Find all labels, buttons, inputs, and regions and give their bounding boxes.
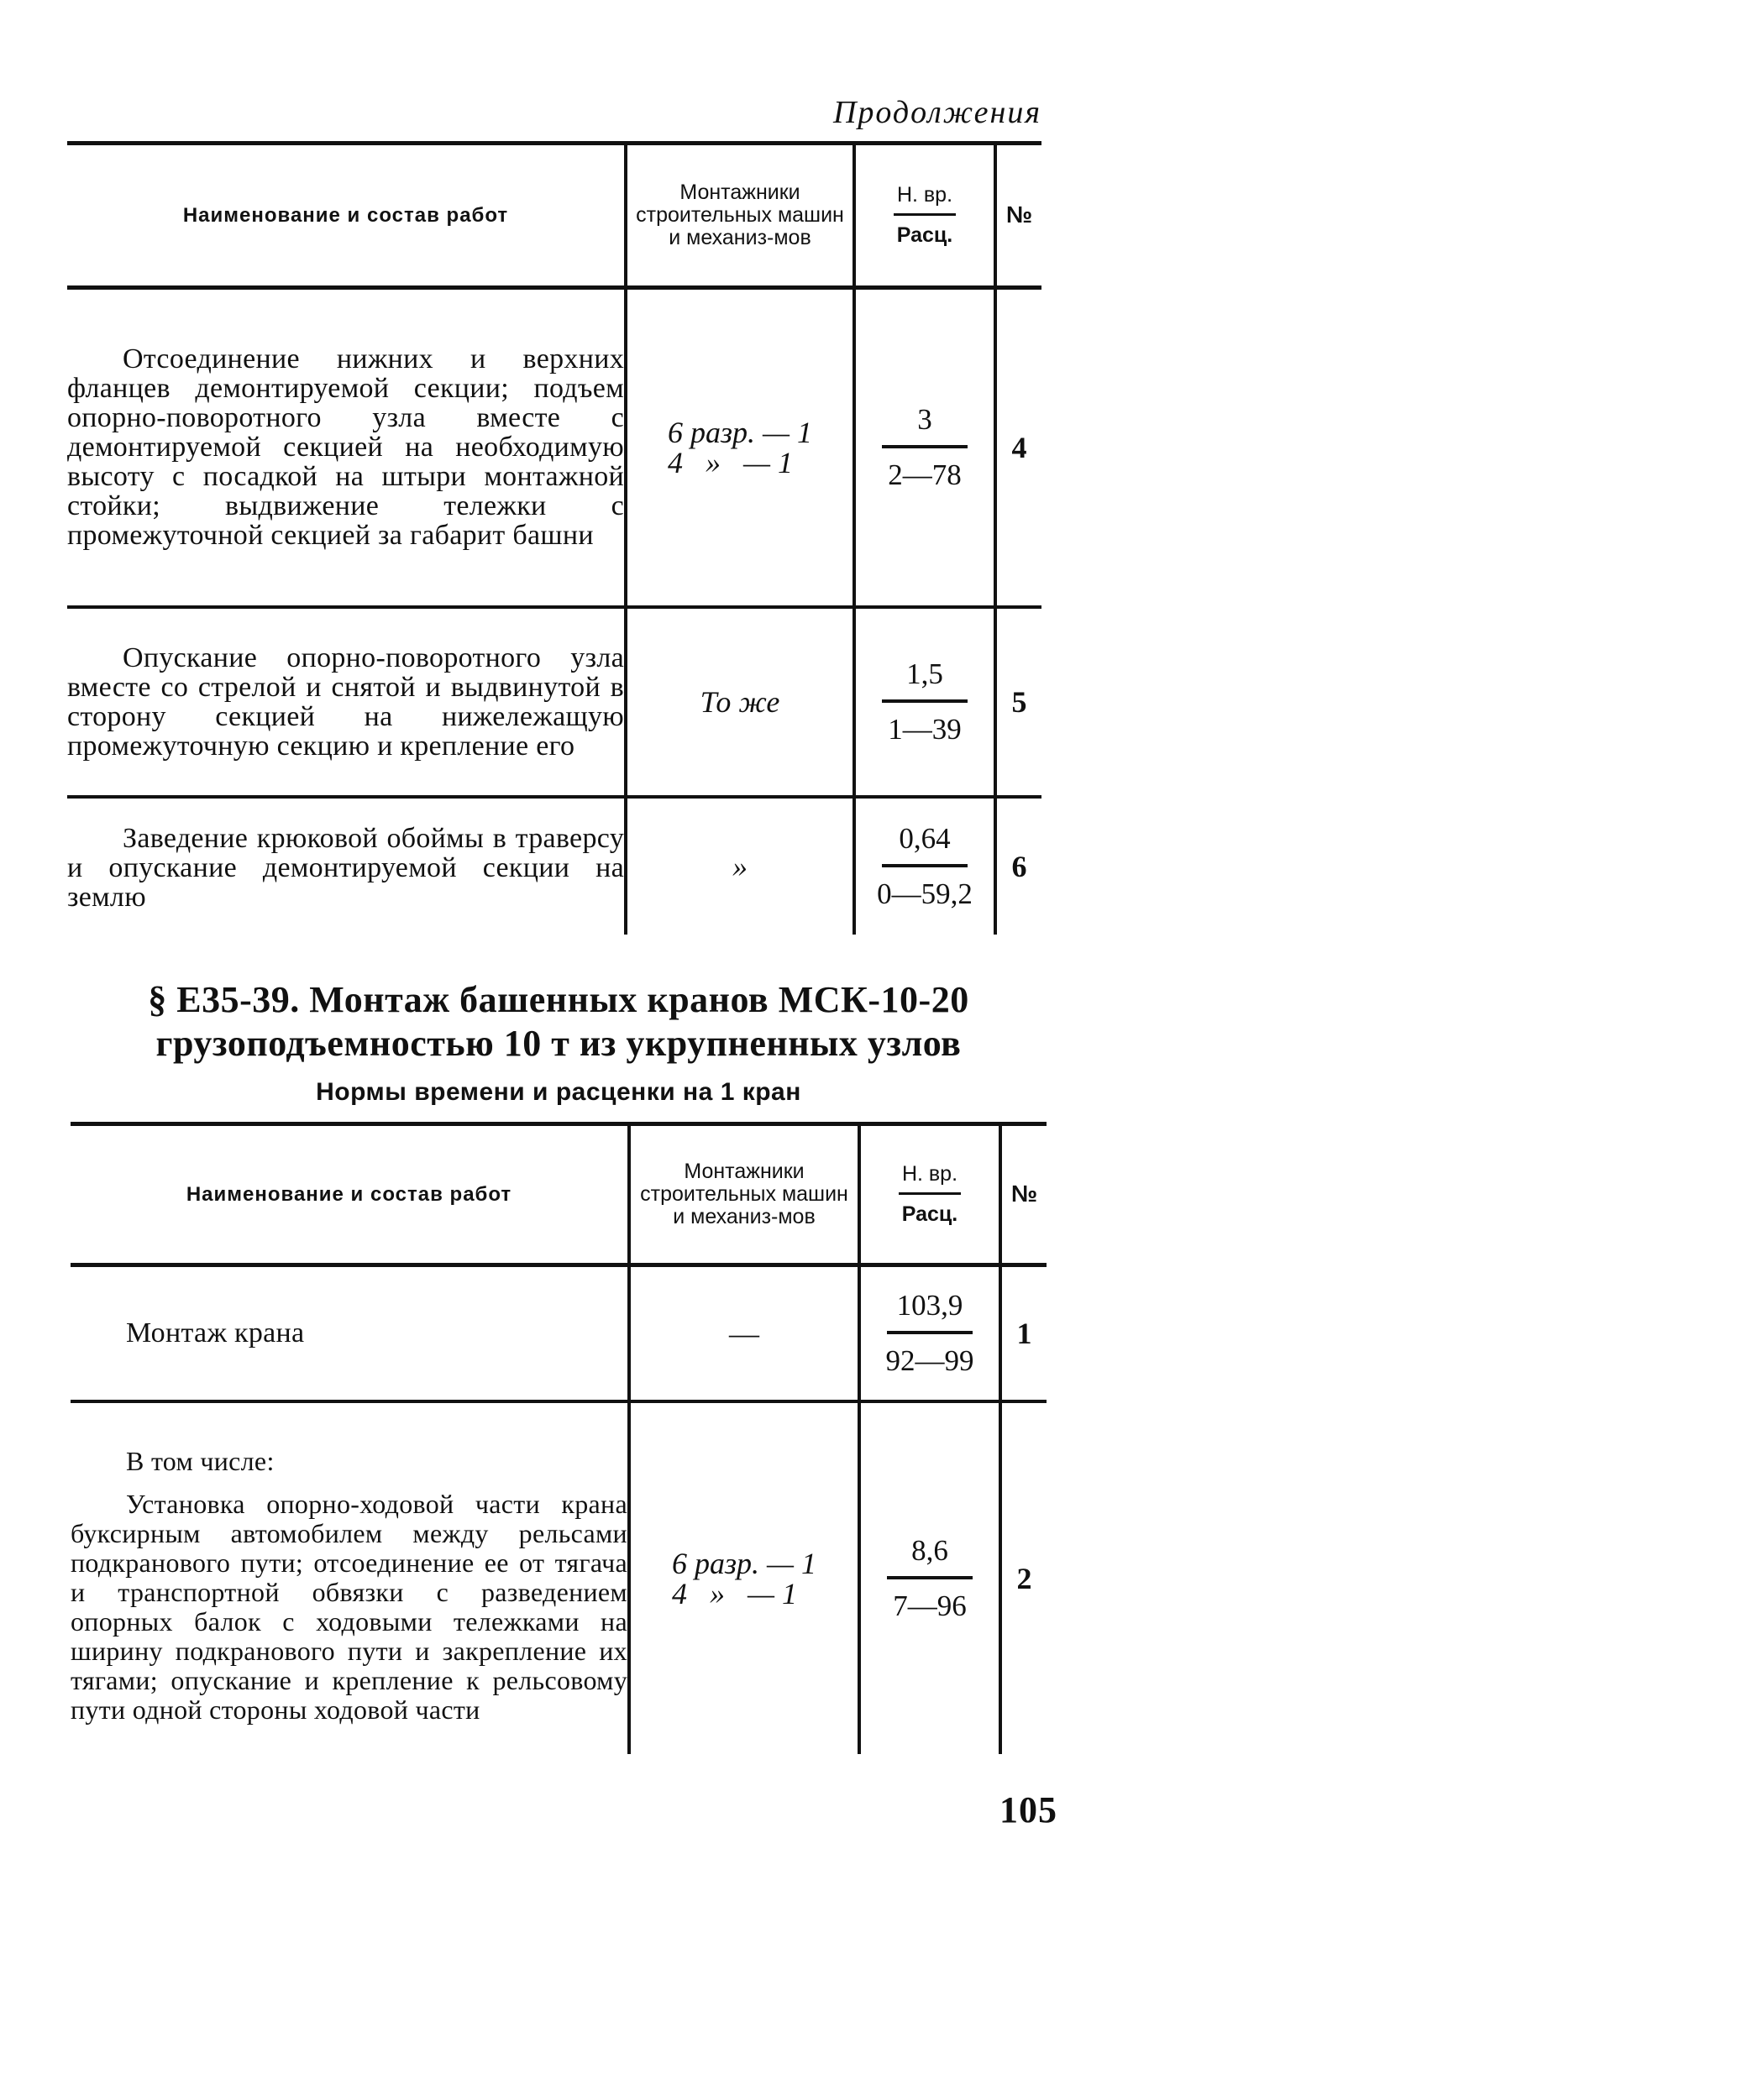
- header-name: Наименование и состав работ: [71, 1124, 629, 1265]
- header-number: №: [1000, 1124, 1047, 1265]
- section-subtitle: Нормы времени и расценки на 1 кран: [316, 1078, 801, 1106]
- crew-cell: [629, 1401, 859, 1754]
- section-title: § Е35-39. Монтаж башенных кранов МСК-10-20 грузоподъемностью 10 т из укрупненных узлов: [148, 979, 969, 1064]
- header-norm: [859, 1124, 1000, 1265]
- table-header-row: [67, 144, 1041, 288]
- norm-time-value: 0,64: [882, 822, 968, 867]
- work-description: Отсоединение нижних и верхних фланцев демонтируемой секции; подъем опорно-поворотного узла вместе с демонтируемой секцией на необходимую высоту с посадкой на штыри монтажной стойки; выдвижение тележки с промежуточной секцией за габарит башни: [67, 288, 626, 607]
- crew-line: 6 разр. — 1: [671, 1546, 817, 1580]
- header-name: Наименование и состав работ: [67, 144, 626, 288]
- row-number: 4: [995, 288, 1041, 607]
- table-row: [67, 797, 1041, 935]
- page-number: 105: [999, 1789, 1057, 1830]
- crew-line: То же: [700, 684, 780, 719]
- header-crew: Монтажники строительных машин и механиз-мов: [629, 1124, 859, 1265]
- row-intro: В том числе:: [126, 1446, 275, 1476]
- table-row: [71, 1401, 1047, 1754]
- crew-cell: [629, 1265, 859, 1401]
- rate-value: 0—59,2: [877, 877, 973, 910]
- crew-line: —: [729, 1316, 759, 1350]
- crew-line: 4 » — 1: [667, 445, 793, 479]
- header-crew: Монтажники строительных машин и механиз-мов: [626, 144, 854, 288]
- table-row: [67, 607, 1041, 797]
- row-number: 1: [1000, 1265, 1047, 1401]
- header-norm: [854, 144, 995, 288]
- norm-time-value: 103,9: [887, 1289, 973, 1334]
- norm-cell: [854, 607, 995, 797]
- crew-cell: [626, 607, 854, 797]
- work-description: Опускание опорно-поворотного узла вместе со стрелой и снятой и выдвинутой в сторону секцией на нижележащую промежуточную секцию и крепление его: [67, 607, 626, 797]
- rate-value: 92—99: [885, 1343, 974, 1377]
- row-number: 5: [995, 607, 1041, 797]
- header-rate: Расц.: [896, 223, 953, 247]
- crew-line: 6 разр. — 1: [667, 415, 813, 449]
- continued-label: Продолжения: [832, 95, 1041, 130]
- crew-line: »: [732, 849, 748, 883]
- norm-time-value: 1,5: [882, 657, 968, 703]
- header-number: №: [995, 144, 1041, 288]
- norms-table: [71, 1122, 1047, 1754]
- norm-cell: [859, 1265, 1000, 1401]
- work-description: Монтаж крана: [71, 1265, 629, 1401]
- table-row: [71, 1265, 1047, 1401]
- norm-cell: [859, 1401, 1000, 1754]
- norm-cell: [854, 288, 995, 607]
- row-number: 2: [1016, 1561, 1032, 1595]
- header-rate: Расц.: [901, 1202, 958, 1226]
- norm-time-value: 8,6: [887, 1534, 973, 1579]
- crew-line: 4 » — 1: [671, 1576, 797, 1610]
- row-number: 6: [1011, 849, 1027, 883]
- header-norm-time: Н. вр.: [899, 1163, 961, 1195]
- header-norm-time: Н. вр.: [894, 184, 956, 216]
- crew-cell: [626, 288, 854, 607]
- work-description: Заведение крюковой обоймы в траверсу и опускание демонтируемой секции на землю: [67, 797, 626, 935]
- crew-cell: [626, 797, 854, 935]
- rate-value: 1—39: [888, 712, 962, 746]
- table-row: [67, 288, 1041, 607]
- rate-value: 7—96: [893, 1589, 967, 1622]
- norms-table-continued: [67, 141, 1041, 935]
- norm-time-value: 3: [882, 403, 968, 448]
- table-header-row: [71, 1124, 1047, 1265]
- norm-cell: [854, 797, 995, 935]
- rate-value: 2—78: [888, 458, 962, 491]
- work-description: В том числе: Установка опорно-ходовой части крана буксирным автомобилем между рельсами подкранового пути; отсоединение ее от тягача и транспортной обвязки с разведением опорных балок с ходовыми тележками на ширину подкранового пути и закрепление их тягами; опускание и крепление к рельсовому пути одной стороны ходовой части: [71, 1401, 629, 1754]
